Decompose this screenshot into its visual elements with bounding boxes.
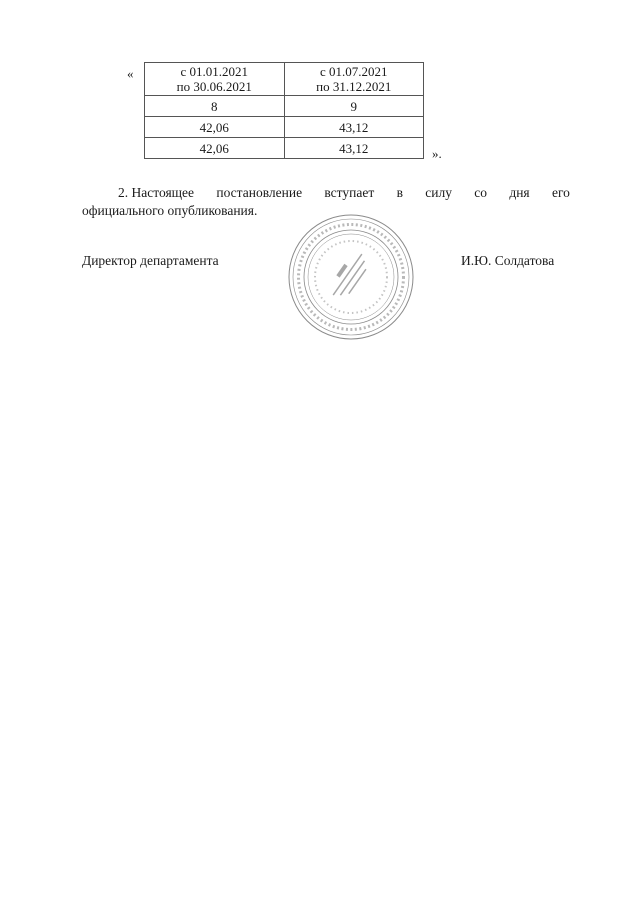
header-period-2-from: с 01.07.2021 (319, 64, 388, 79)
signatory-role: Директор департамента (82, 253, 219, 268)
opening-quote: « (127, 66, 134, 81)
header-period-1-to: по 30.06.2021 (176, 79, 252, 94)
table-cell: 42,06 (145, 138, 285, 159)
word: дня (509, 185, 530, 200)
header-period-1 (145, 63, 285, 96)
table-header-row (145, 63, 424, 96)
closing-quote: ». (432, 146, 442, 161)
word: в (396, 185, 403, 200)
table-cell: 8 (145, 96, 285, 117)
header-period-2 (284, 63, 424, 96)
table-row (145, 96, 424, 117)
word: постановление (216, 185, 303, 200)
table-cell: 9 (284, 96, 424, 117)
table-row (145, 138, 424, 159)
table-cell: 43,12 (284, 138, 424, 159)
paragraph-line-1 (82, 184, 570, 202)
table-row (145, 117, 424, 138)
word: его (551, 185, 570, 200)
word: вступает (324, 185, 375, 200)
table-cell: 42,06 (145, 117, 285, 138)
word: со (474, 185, 488, 200)
header-period-2-to: по 31.12.2021 (316, 79, 392, 94)
official-seal-stamp (286, 212, 416, 342)
table-cell: 43,12 (284, 117, 424, 138)
tariff-table (144, 62, 424, 159)
word: силу (425, 185, 452, 200)
paragraph-line-2: официального опубликования. (82, 203, 258, 218)
word: 2. Настоящее (118, 185, 195, 200)
header-period-1-from: с 01.01.2021 (180, 64, 249, 79)
signatory-name: И.Ю. Солдатова (461, 253, 555, 268)
